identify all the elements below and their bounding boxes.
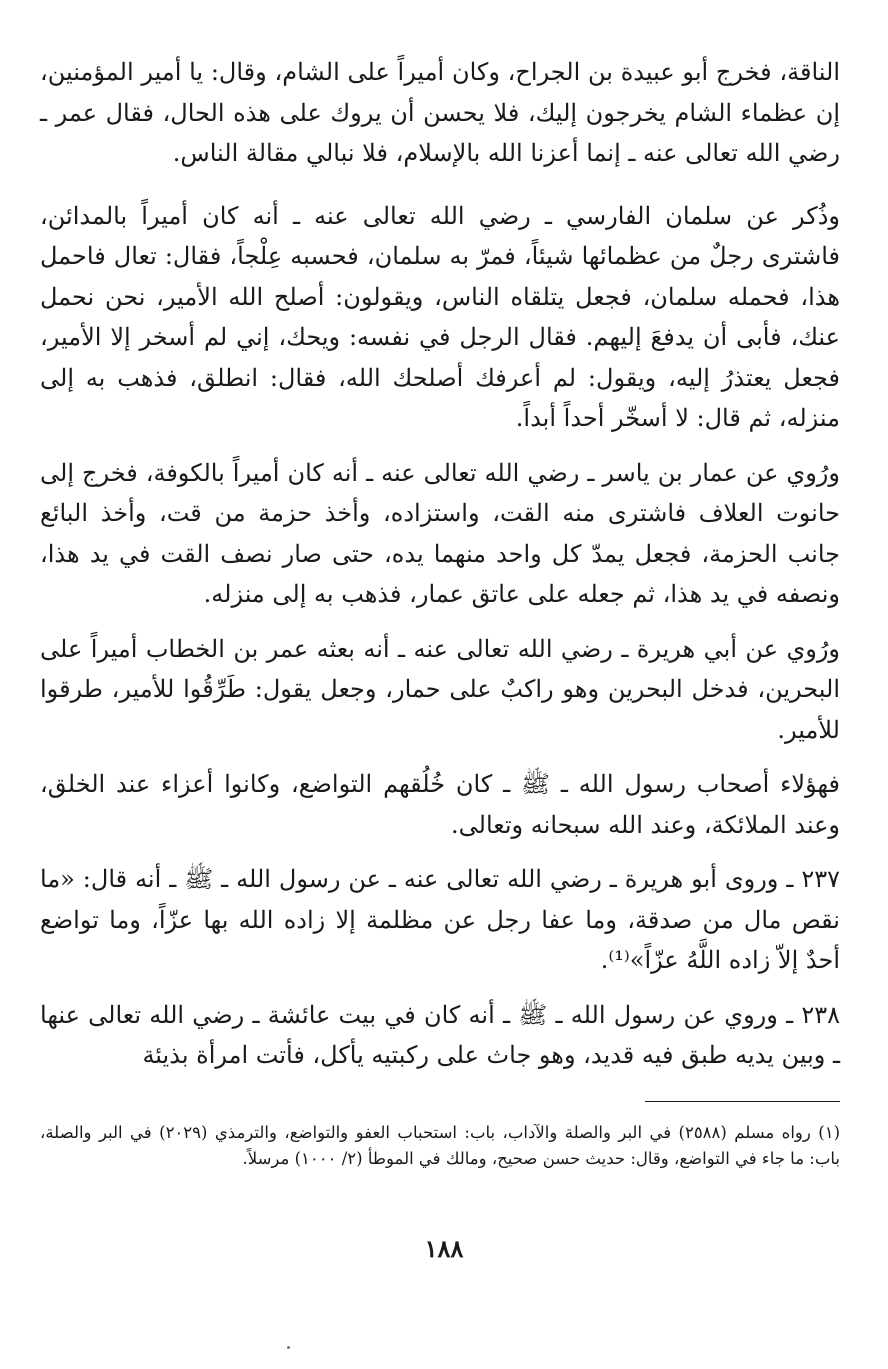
footnote-divider (645, 1101, 840, 1102)
main-text (40, 52, 840, 1076)
scan-speck (287, 1346, 290, 1349)
paragraph: ورُوي عن أبي هريرة ـ رضي الله تعالى عنه ـ أنه بعثه عمر بن الخطاب أميراً على البحرين، فدخل البحرين وهو راكبٌ على حمار، وجعل يقول: طَرِّقُوا للأمير، طرقوا للأمير. (40, 634, 840, 744)
paragraph: وذُكر عن سلمان الفارسي ـ رضي الله تعالى عنه ـ أنه كان أميراً بالمدائن، فاشترى رجلٌ من عظمائها شيئاً، فمرّ به سلمان، فحسبه عِلْجاً، فقال: تعال فاحمل هذا، فحمله سلمان، فجعل يتلقاه الناس، ويقولون: أصلح الله الأمير، نحن نحمل عنك، فأبى أن يدفعَ إليهم. فقال الرجل في نفسه: ويحك، إني لم أسخر إلا الأمير، فجعل يعتذرُ إليه، ويقول: لم أعرفك أصلحك الله، فقال: انطلق، فذهب به إلى منزله، ثم قال: لا أسخّر أحداً أبداً. (40, 201, 840, 432)
paragraph: الناقة، فخرج أبو عبيدة بن الجراح، وكان أميراً على الشام، وقال: يا أمير المؤمنين، إن عظماء الشام يخرجون إليك، فلا يحسن أن يروك على هذه الحال، فقال عمر ـ رضي الله تعالى عنه ـ إنما أعزنا الله بالإسلام، فلا نبالي مقالة الناس. (40, 58, 840, 167)
paragraph: ورُوي عن عمار بن ياسر ـ رضي الله تعالى عنه ـ أنه كان أميراً بالكوفة، فخرج إلى حانوت العلاف فاشترى منه القت، واستزاده، وأخذ حزمة من قت، وأخذ البائع جانب الحزمة، فجعل يمدّ كل واحد منهما يده، حتى صار نصف القت في يد هذا، ونصفه في يد هذا، ثم جعله على عاتق عمار، فذهب به إلى منزله. (40, 458, 840, 608)
footnote: (١) رواه مسلم (٢٥٨٨) في البر والصلة والآداب، باب: استحباب العفو والتواضع، والترمذي (٢٠٢٩) في البر والصلة، باب: ما جاء في التواضع، وقال: حديث حسن صحيح، ومالك في الموطأ (٢/ ١٠٠٠) مرسلاً. (40, 1123, 841, 1168)
page-number: ١٨٨ (424, 1234, 464, 1263)
paragraph: فهؤلاء أصحاب رسول الله ـ ﷺ ـ كان خُلُقهم التواضع، وكانوا أعزاء عند الخلق، وعند الملائكة، وعند الله سبحانه وتعالى. (40, 770, 840, 839)
hadith-237: ٢٣٧ ـ وروى أبو هريرة ـ رضي الله تعالى عنه ـ عن رسول الله ـ ﷺ ـ أنه قال: «ما نقص مال من صدقة، وما عفا رجل عن مظلمة إلا زاده الله بها عزّاً، وما تواضع أحدٌ إلاّ زاده اللَّهُ عزّاً»⁽¹⁾. (40, 865, 840, 974)
hadith-238: ٢٣٨ ـ وروي عن رسول الله ـ ﷺ ـ أنه كان في بيت عائشة ـ رضي الله تعالى عنها ـ وبين يديه طبق فيه قديد، وهو جاث على ركبتيه يأكل، فأتت امرأة بذيئة (40, 1000, 840, 1069)
